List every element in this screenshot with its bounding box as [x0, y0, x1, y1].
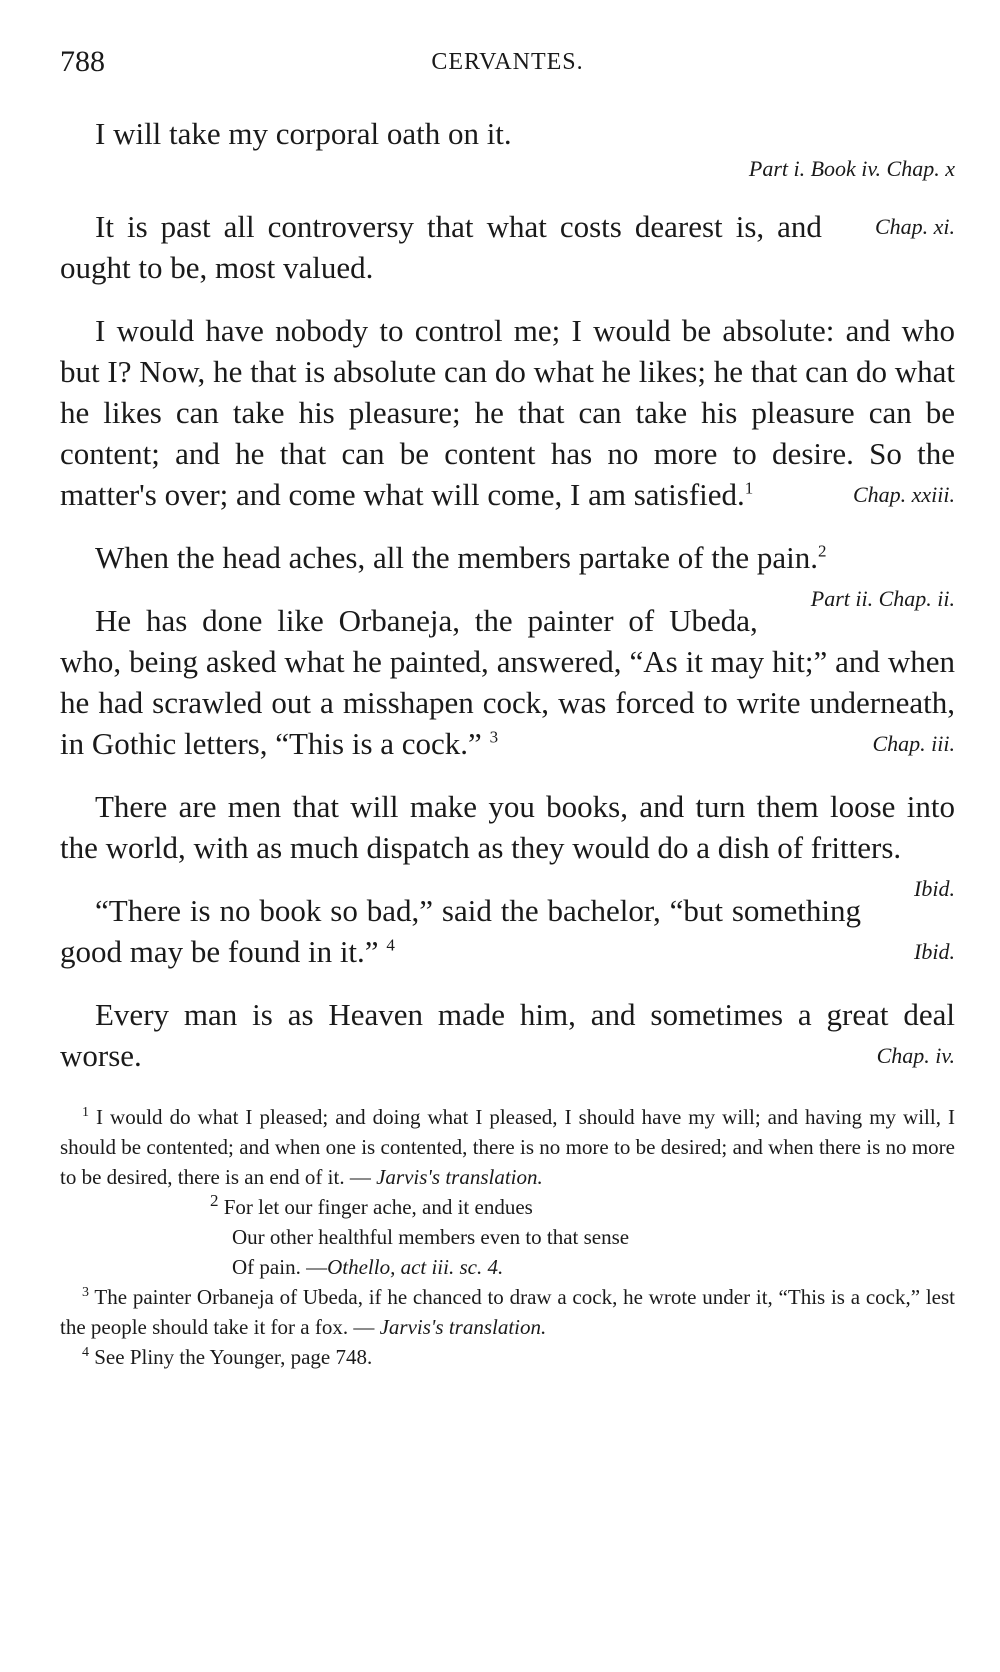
quotation-text: There are men that will make you books, and turn them loose into the world, with as much dispatch as they would do a dish of fritters.: [60, 789, 955, 865]
citation: Ibid.: [914, 876, 955, 901]
citation: Ibid.: [914, 939, 955, 964]
quotation-block: [60, 206, 955, 288]
quotation-block: [60, 310, 955, 515]
footnotes: [60, 1102, 955, 1372]
citation: Chap. xxiii.: [852, 482, 955, 507]
citation: Chap. xi.: [874, 214, 955, 239]
citation: Chap. iii.: [872, 731, 955, 756]
footnote-reference[interactable]: 1: [744, 478, 754, 498]
quotation-entry: [60, 786, 955, 901]
footnote-mark: 3: [82, 1285, 89, 1300]
footnote-source: Jarvis's translation.: [379, 1315, 547, 1339]
quotation-text: “There is no book so bad,” said the bachelor, “but something good may be found in it.”: [60, 893, 862, 969]
footnote-mark: 2: [210, 1191, 219, 1210]
quotation-block: [60, 786, 955, 901]
footnote-text: I would do what I pleased; and doing what I pleased, I should have my will; and having my will, I should be contented; and when one is contented, there is no more to be desired; and when there is no more to be desired, there is an end of it. —: [60, 1105, 955, 1189]
footnote-text: See Pliny the Younger, page 748.: [94, 1345, 373, 1369]
book-page: [60, 45, 955, 1372]
page-number: 788: [60, 45, 105, 78]
footnote: [60, 1342, 955, 1372]
footnote-verse: [60, 1192, 955, 1282]
quotation-entry: [60, 310, 955, 515]
page-header: [60, 45, 955, 89]
quotation-entry: [60, 206, 955, 288]
footnote-source: Jarvis's translation.: [376, 1165, 543, 1189]
quotation-text: Every man is as Heaven made him, and sometimes a great deal worse.: [60, 997, 955, 1073]
quotation-entry: [60, 890, 955, 972]
footnote-mark: 1: [82, 1105, 89, 1120]
verse-line-text: Our other healthful members even to that sense: [232, 1225, 630, 1249]
verse-line: [210, 1222, 955, 1252]
verse-line: [210, 1192, 955, 1222]
quotation-text: He has done like Orbaneja, the painter of Ubeda, who, being asked what he painted, answered, “As it may hit;” and when he had scrawled out a misshapen cock, was forced to write underneath, in Gothic letters, “This is a cock.”: [60, 603, 955, 761]
footnote-reference[interactable]: 4: [386, 935, 395, 955]
quotation-block: [60, 994, 955, 1076]
running-title: CERVANTES.: [431, 49, 584, 75]
verse-line-text: For let our finger ache, and it endues: [223, 1195, 533, 1219]
quotation-entry: [60, 113, 955, 184]
verse-line: [210, 1252, 955, 1282]
footnote-mark: 4: [82, 1345, 89, 1360]
footnote: [60, 1102, 955, 1192]
quotation-entry: [60, 994, 955, 1076]
citation: Part ii. Chap. ii.: [810, 586, 955, 611]
quotation-text: I would have nobody to control me; I would be absolute: and who but I? Now, he that is absolute can do what he likes; he that can do what he likes can take his pleasure; he that can take his pleasure can be content; and he that can be content has no more to desire. So the matter's over; and come what will come, I am satisfied.: [60, 313, 955, 512]
quotation-block: [60, 890, 955, 972]
quotation-block: [60, 600, 955, 764]
quotation-text: It is past all controversy that what costs dearest is, and ought to be, most valued.: [60, 209, 822, 285]
citation: Part i. Book iv. Chap. x: [748, 156, 955, 181]
quotation-entry: [60, 537, 955, 611]
quotation-entry: [60, 600, 955, 764]
footnote-source: Othello, act iii. sc. 4.: [327, 1255, 504, 1279]
citation: Chap. iv.: [876, 1043, 955, 1068]
footnote-reference[interactable]: 2: [818, 541, 827, 561]
quotation-text: I will take my corporal oath on it.: [95, 116, 512, 151]
verse-line-text: Of pain. —: [232, 1255, 328, 1279]
footnote: [60, 1282, 955, 1342]
footnote-reference[interactable]: 3: [489, 727, 499, 747]
footnote-text: The painter Orbaneja of Ubeda, if he chanced to draw a cock, he wrote under it, “This is a cock,” lest the people should take it for a fox. —: [60, 1285, 955, 1339]
quotation-text: When the head aches, all the members partake of the pain.: [95, 540, 819, 575]
quotation-block: [60, 537, 955, 611]
